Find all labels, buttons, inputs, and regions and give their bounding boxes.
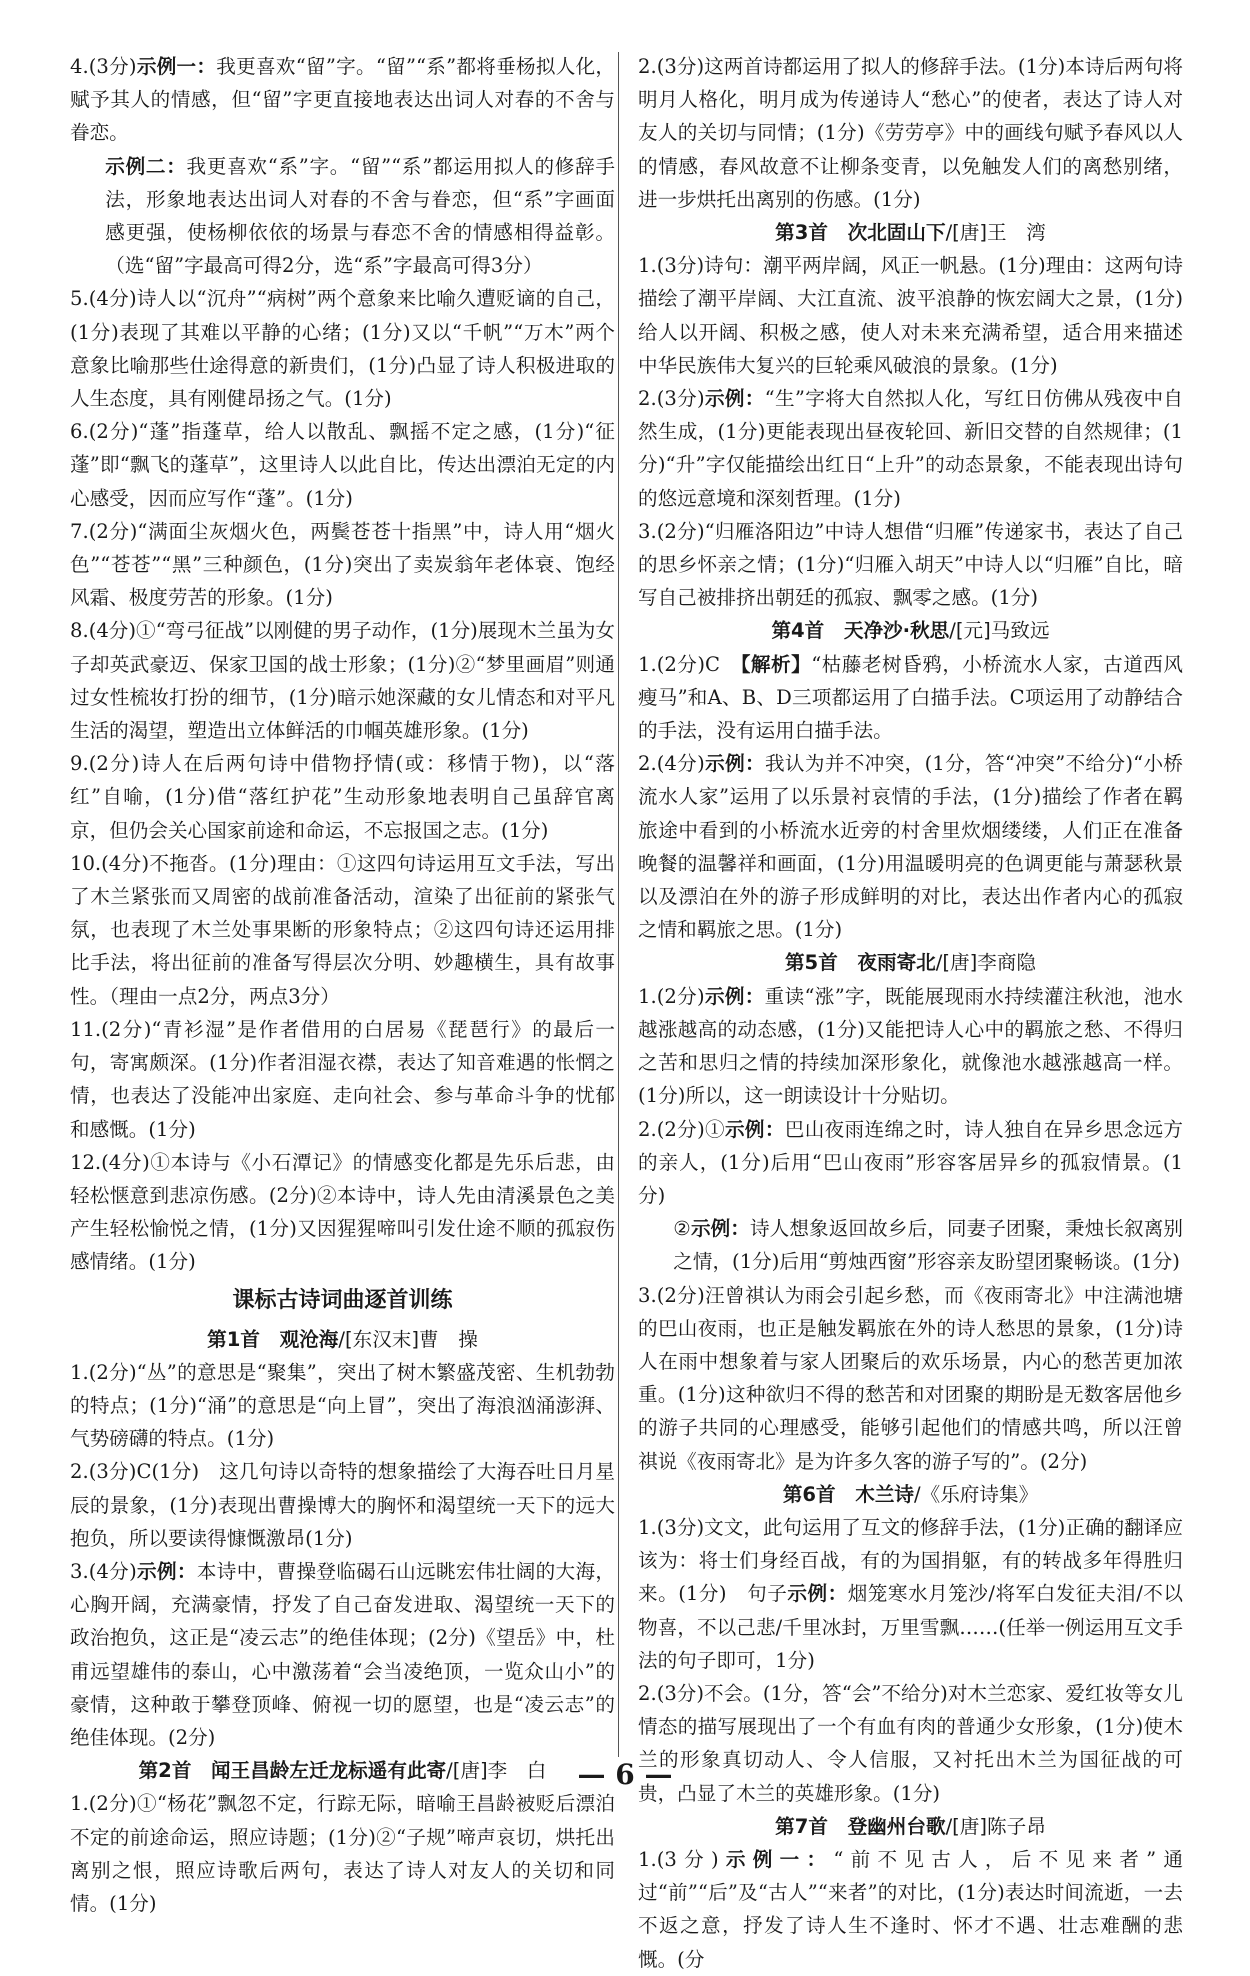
poem-5-answer-3: 3.(2分)汪曾祺认为雨会引起乡愁，而《夜雨寄北》中注满池塘的巴山夜雨，也正是触发羁旅在外的诗人愁思的景象，(1分)诗人在雨中想象着与家人团聚后的欢乐场景，内心的愁苦更加浓重。(1分)这种欲归不得的愁苦和对团聚的期盼是无数客居他乡的游子共同的心理感受，能够引起他们的情感共鸣，所以汪曾祺说《夜雨寄北》是为许多久客的游子写的”。(2分) (638, 1283, 1183, 1473)
answer-12: 12.(4分)①本诗与《小石潭记》的情感变化都是先乐后悲，由轻松惬意到悲凉伤感。(2分)②本诗中，诗人先由清溪景色之美产生轻松愉悦之情，(1分)又因猩猩啼叫引发仕途不顺的孤寂伤感情绪。(1分) (70, 1150, 615, 1274)
right-column (638, 50, 1183, 1976)
answer-6: 6.(2分)“蓬”指蓬草，给人以散乱、飘摇不定之感，(1分)“征蓬”即“飘飞的蓬草”，这里诗人以此自比，传达出漂泊无定的内心感受，因而应写作“蓬”。(1分) (70, 420, 615, 510)
poem-4-answer-2: 2.(4分)示例：我认为并不冲突，(1分，答“冲突”不给分)“小桥流水人家”运用了以乐景衬哀情的手法，(1分)描绘了作者在羁旅途中看到的小桥流水近旁的村舍里炊烟缕缕，人们正在准备晚餐的温馨祥和画面，(1分)用温暖明亮的色调更能与萧瑟秋景以及漂泊在外的游子形成鲜明的对比，表达出作者内心的孤寂之情和羁旅之思。(1分) (638, 752, 1183, 942)
poem-5-answer-2: 2.(2分)①示例：巴山夜雨连绵之时，诗人独自在异乡思念远方的亲人，(1分)后用“巴山夜雨”形容客居异乡的孤寂情景。(1分) (638, 1117, 1184, 1207)
section-title: 课标古诗词曲逐首训练 (232, 1287, 453, 1313)
poem-3-answer-2: 2.(3分)示例：“生”字将大自然拟人化，写红日仿佛从残夜中自然生成，(1分)更能表现出昼夜轮回、新旧交替的自然规律；(1分)“升”字仅能描绘出红日“上升”的动态景象，不能表现出诗句的悠远意境和深刻哲理。(1分) (638, 387, 1183, 510)
answer-8: 8.(4分)①“弯弓征战”以刚健的男子动作，(1分)展现木兰虽为女子却英武豪迈、保家卫国的战士形象；(1分)②“梦里画眉”则通过女性梳妆打扮的细节，(1分)暗示她深藏的女儿情态和对平凡生活的渴望，塑造出立体鲜活的巾帼英雄形象。(1分) (70, 619, 615, 743)
poem-2-answer-2: 2.(3分)这两首诗都运用了拟人的修辞手法。(1分)本诗后两句将明月人格化，明月成为传递诗人“愁心”的使者，表达了诗人对友人的关切与同情；(1分)《劳劳亭》中的画线句赋予春风以人的情感，春风故意不让柳条变青，以免触发人们的离愁别绪，进一步烘托出离别的伤感。(1分) (638, 55, 1183, 211)
page-number: — 6 — (577, 1758, 673, 1791)
poem-2-heading: 第2首 闻王昌龄左迁龙标遥有此寄/[唐]李 白 (138, 1759, 547, 1783)
poem-1-answer-1: 1.(2分)“丛”的意思是“聚集”，突出了树木繁盛茂密、生机勃勃的特点；(1分)“涌”的意思是“向上冒”，突出了海浪汹涌澎湃、气势磅礴的特点。(1分) (70, 1360, 615, 1451)
answer-10: 10.(4分)不拖沓。(1分)理由：①这四句诗运用互文手法，写出了木兰紧张而又周密的战前准备活动，渲染了出征前的紧张气氛，也表现了木兰处事果断的形象特点；②这四句诗还运用排比手法，将出征前的准备写得层次分明、妙趣横生，具有故事性。（理由一点2分，两点3分） (70, 851, 615, 1008)
poem-1-answer-2: 2.(3分)C(1分) 这几句诗以奇特的想象描绘了大海吞吐日月星辰的景象，(1分)表现出曹操博大的胸怀和渴望统一天下的远大抱负，所以要读得慷慨激昂(1分) (70, 1460, 615, 1550)
poem-7-answer-1: 1.(3分)示例一：“前不见古人，后不见来者”通过“前”“后”及“古人”“来者”的对比，(1分)表达时间流逝，一去不返之意，抒发了诗人生不逢时、怀才不遇、壮志难酬的悲慨。(分 (638, 1847, 1184, 1971)
poem-5-answer-1: 1.(2分)示例：重读“涨”字，既能展现雨水持续灌注秋池，池水越涨越高的动态感，(1分)又能把诗人心中的羁旅之愁、不得归之苦和思归之情的持续加深形象化，就像池水越涨越高一样。(1分)所以，这一朗读设计十分贴切。 (638, 984, 1183, 1108)
poem-6-answer-2: 2.(3分)不会。(1分，答“会”不给分)对木兰恋家、爱红妆等女儿情态的描写展现出了一个有血有肉的普通少女形象，(1分)使木兰的形象真切动人、令人信服，又衬托出木兰为国征战的可贵，凸显了木兰的英雄形象。(1分) (638, 1681, 1183, 1805)
poem-4-heading: 第4首 天净沙·秋思/[元]马致远 (771, 619, 1050, 643)
poem-2-answer-1: 1.(2分)①“杨花”飘忽不定，行踪无际，暗喻王昌龄被贬后漂泊不定的前途命运，照应诗题；(1分)②“子规”啼声哀切，烘托出离别之恨，照应诗歌后两句，表达了诗人对友人的关切和同情。(1分) (70, 1792, 615, 1915)
poem-6-heading: 第6首 木兰诗/《乐府诗集》 (782, 1482, 1039, 1506)
poem-1-answer-3: 3.(4分)示例：本诗中，曹操登临碣石山远眺宏伟壮阔的大海，心胸开阔，充满豪情，抒发了自己奋发进取、渴望统一天下的政治抱负，这正是“凌云志”的绝佳体现；(2分)《望岳》中，杜甫远望雄伟的泰山，心中激荡着“会当凌绝顶，一览众山小”的豪情，这种敢于攀登顶峰、俯视一切的愿望，也是“凌云志”的绝佳体现。(2分) (70, 1559, 616, 1749)
poem-5-answer-2-part-2: ②示例：诗人想象返回故乡后，同妻子团聚，秉烛长叙离别之情，(1分)后用“剪烛西窗”形容亲友盼望团聚畅谈。(1分) (673, 1217, 1184, 1274)
answer-7: 7.(2分)“满面尘灰烟火色，两鬓苍苍十指黑”中，诗人用“烟火色”“苍苍”“黑”三种颜色，(1分)突出了卖炭翁年老体衰、饱经风霜、极度劳苦的形象。(1分) (70, 519, 615, 610)
poem-5-heading: 第5首 夜雨寄北/[唐]李商隐 (784, 951, 1037, 975)
column-divider (618, 52, 619, 1757)
left-column (70, 50, 615, 1920)
poem-3-heading: 第3首 次北固山下/[唐]王 湾 (775, 221, 1046, 245)
poem-7-heading: 第7首 登幽州台歌/[唐]陈子昂 (775, 1814, 1046, 1838)
poem-3-answer-1: 1.(3分)诗句：潮平两岸阔，风正一帆悬。(1分)理由：这两句诗描绘了潮平岸阔、大江直流、波平浪静的恢宏阔大之景，(1分)给人以开阔、积极之感，使人对未来充满希望，适合用来描述中华民族伟大复兴的巨轮乘风破浪的景象。(1分) (638, 254, 1183, 377)
answer-4: 4.(3分)示例一：我更喜欢“留”字。“留”“系”都将垂杨拟人化，赋予其人的情感，但“留”字更直接地表达出词人对春的不舍与眷恋。 (70, 55, 616, 145)
answer-5: 5.(4分)诗人以“沉舟”“病树”两个意象来比喻久遭贬谪的自己，(1分)表现了其难以平静的心绪；(1分)又以“千帆”“万木”两个意象比喻那些仕途得意的新贵们，(1分)凸显了诗人积极进取的人生态度，具有刚健昂扬之气。(1分) (70, 287, 615, 411)
poem-3-answer-3: 3.(2分)“归雁洛阳边”中诗人想借“归雁”传递家书，表达了自己的思乡怀亲之情；(1分)“归雁入胡天”中诗人以“归雁”自比，暗写自己被排挤出朝廷的孤寂、飘零之感。(1分) (638, 519, 1183, 610)
answer-4-example-2: 示例二：我更喜欢“系”字。“留”“系”都运用拟人的修辞手法，形象地表达出词人对春的不舍与眷恋，但“系”字画面感更强，使杨柳依依的场景与春恋不舍的情感相得益彰。（选“留”字最高可得2分，选“系”字最高可得3分） (105, 154, 615, 278)
poem-4-answer-1: 1.(2分)C 【解析】“枯藤老树昏鸦，小桥流水人家，古道西风瘦马”和A、B、D三项都运用了白描手法。C项运用了动静结合的手法，没有运用白描手法。 (638, 652, 1183, 743)
answer-11: 11.(2分)“青衫湿”是作者借用的白居易《琵琶行》的最后一句，寄寓颇深。(1分)作者泪湿衣襟，表达了知音难遇的怅惘之情，也表达了没能冲出家庭、走向社会、参与革命斗争的忧郁和感慨。(1分) (70, 1017, 615, 1141)
poem-1-heading: 第1首 观沧海/[东汉末]曹 操 (207, 1327, 478, 1351)
answer-9: 9.(2分)诗人在后两句诗中借物抒情(或：移情于物)，以“落红”自喻，(1分)借“落红护花”生动形象地表明自己虽辞官离京，但仍会关心国家前途和命运，不忘报国之志。(1分) (70, 752, 615, 842)
poem-6-answer-1: 1.(3分)文文，此句运用了互文的修辞手法，(1分)正确的翻译应该为：将士们身经百战，有的为国捐躯，有的转战多年得胜归来。(1分) 句子示例：烟笼寒水月笼沙/将军白发征夫泪/不以物喜，不以己悲/千里冰封，万里雪飘……(任举一例运用互文手法的句子即可，1分) (638, 1515, 1184, 1672)
